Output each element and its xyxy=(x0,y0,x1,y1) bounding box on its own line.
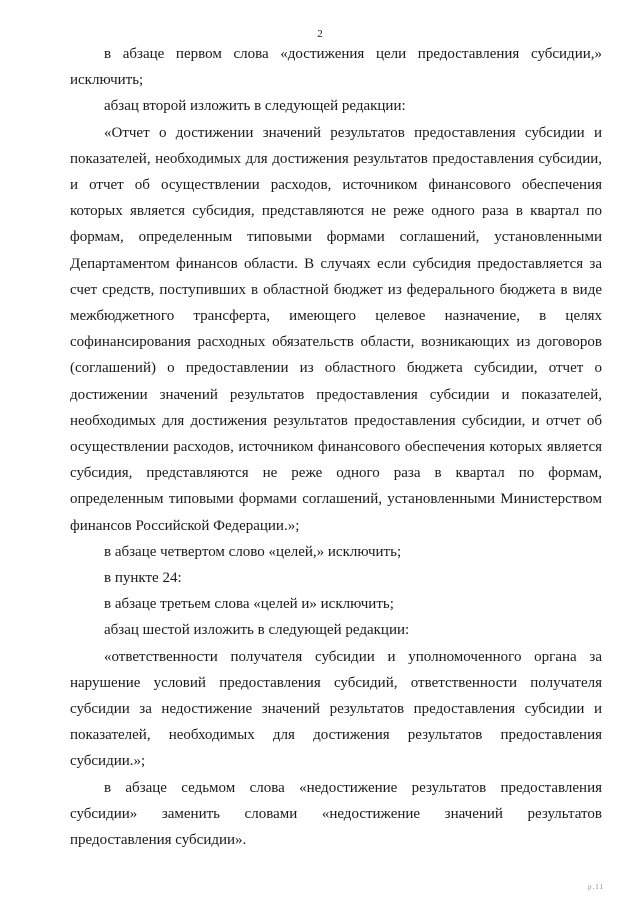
paragraph-2: абзац второй изложить в следующей редакции: xyxy=(104,98,406,115)
paragraph-9: в абзаце седьмом слова «недостижение результатов предоставления субсидии» заменить словами «недостижение значений результатов предоставления субсидии». xyxy=(70,779,602,849)
footer-stamp: р.11 xyxy=(588,883,604,891)
paragraph-1: в абзаце первом слова «достижения цели предоставления субсидии,» исключить; xyxy=(70,46,602,89)
paragraph-3: «Отчет о достижении значений результатов предоставления субсидии и показателей, необходимых для достижения результатов предоставления субсидии, и отчет об осуществлении расходов, источником финансового обеспечения которых является субсидия, представляются не реже одного раза в квартал по формам, определенным типовыми формами соглашений, установленными Департаментом финансов области. В случаях если субсидия предоставляется за счет средств, поступивших в областной бюджет из федерального бюджета в виде межбюджетного трансферта, имеющего целевое назначение, в целях софинансирования расходных обязательств области, возникающих из договоров (соглашений) о предоставлении из областного бюджета субсидии, отчет о достижении значений результатов предоставления субсидии и показателей, необходимых для достижения результатов предоставления субсидии, и отчет об осуществлении расходов, источником финансового обеспечения которых является субсидия, представляются не реже одного раза в квартал по формам, определенным типовыми формами соглашений, установленными Министерством финансов Российской Федерации.»; xyxy=(70,124,602,534)
document-body xyxy=(70,41,602,853)
paragraph-6: в абзаце третьем слова «целей и» исключить; xyxy=(104,596,394,613)
page-number: 2 xyxy=(317,28,323,40)
paragraph-5: в пункте 24: xyxy=(104,570,182,587)
paragraph-8: «ответственности получателя субсидии и уполномоченного органа за нарушение условий предоставления субсидий, ответственности получателя субсидии за недостижение значений результатов предоставления субсидии и показателей, необходимых для достижения результатов предоставления субсидии.»; xyxy=(70,648,602,770)
paragraph-4: в абзаце четвертом слово «целей,» исключить; xyxy=(104,543,402,560)
paragraph-7: абзац шестой изложить в следующей редакции: xyxy=(104,622,410,639)
